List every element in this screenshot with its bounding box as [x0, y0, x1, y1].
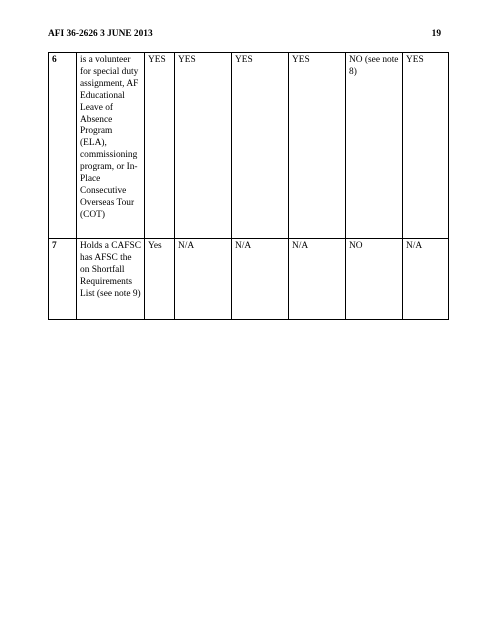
table-cell: N/A	[403, 239, 449, 320]
page-header	[48, 29, 444, 43]
rule-number: 6	[49, 53, 77, 239]
table-cell: Yes	[145, 239, 175, 320]
table-cell: N/A	[175, 239, 232, 320]
requirements-table	[48, 52, 449, 320]
table-cell: NO	[346, 239, 403, 320]
document-id: AFI 36-2626 3 JUNE 2013	[48, 29, 153, 39]
table-cell: N/A	[289, 239, 346, 320]
table-cell: YES	[403, 53, 449, 239]
page-number: 19	[431, 29, 441, 39]
table-cell: N/A	[232, 239, 289, 320]
table-row	[49, 239, 449, 320]
condition-cell: Holds a CAFSC has AFSC the on Shortfall Requirements List (see note 9)	[77, 239, 145, 320]
table-cell: YES	[289, 53, 346, 239]
condition-cell: is a volunteer for special duty assignment, AF Educational Leave of Absence Program (ELA), commissioning program, or In-Place Consecutive Overseas Tour (COT)	[77, 53, 145, 239]
table-cell: YES	[175, 53, 232, 239]
table-cell: YES	[145, 53, 175, 239]
table-cell: YES	[232, 53, 289, 239]
rule-number: 7	[49, 239, 77, 320]
table-cell: NO (see note 8)	[346, 53, 403, 239]
table-row	[49, 53, 449, 239]
